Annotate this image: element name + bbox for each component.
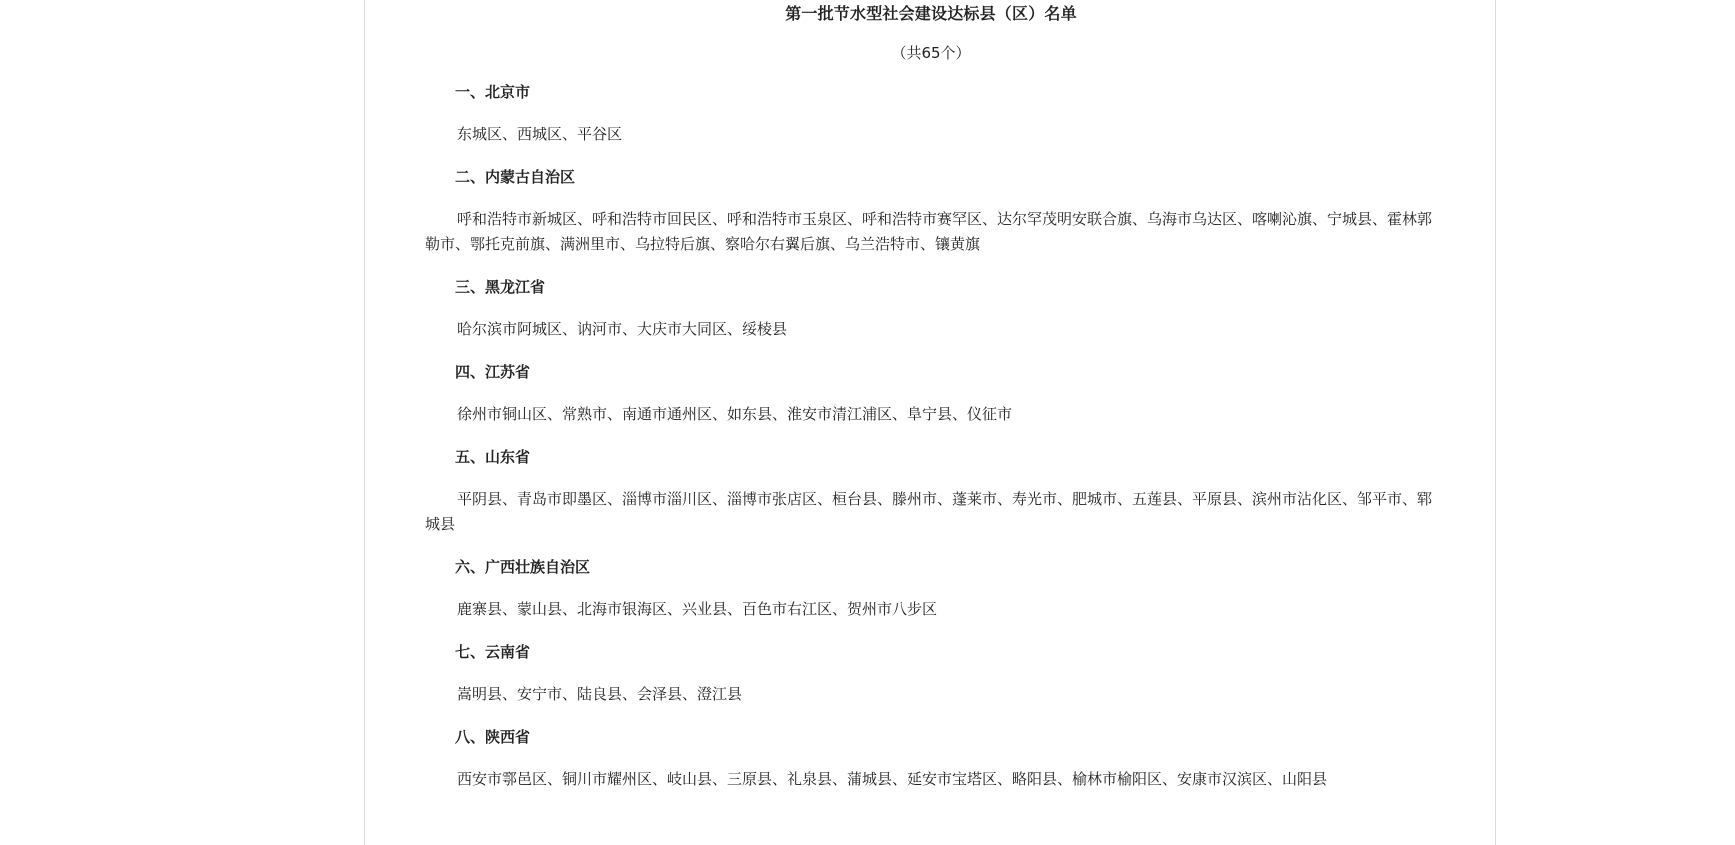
section-items: 呼和浩特市新城区、呼和浩特市回民区、呼和浩特市玉泉区、呼和浩特市赛罕区、达尔罕茂明安联合旗、乌海市乌达区、喀喇沁旗、宁城县、霍林郭勒市、鄂托克前旗、满洲里市、乌拉特后旗、察哈尔右翼后旗、乌兰浩特市、镶黄旗: [425, 210, 1433, 253]
section-heading: 六、广西壮族自治区: [455, 558, 591, 576]
section-shandong: [425, 446, 1437, 537]
section-heading: 五、山东省: [455, 448, 531, 466]
section-items: 徐州市铜山区、常熟市、南通市通州区、如东县、淮安市清江浦区、阜宁县、仪征市: [457, 405, 1013, 423]
section-heading: 七、云南省: [455, 643, 531, 661]
section-items: 鹿寨县、蒙山县、北海市银海区、兴业县、百色市右江区、贺州市八步区: [457, 600, 938, 618]
section-items: 东城区、西城区、平谷区: [457, 125, 623, 143]
section-heilongjiang: [425, 276, 1437, 342]
section-heading: 八、陕西省: [455, 728, 531, 746]
document-content: [425, 0, 1437, 792]
section-items: 嵩明县、安宁市、陆良县、会泽县、澄江县: [457, 685, 743, 703]
section-heading: 一、北京市: [455, 83, 531, 101]
section-items: 哈尔滨市阿城区、讷河市、大庆市大同区、绥棱县: [457, 320, 788, 338]
section-beijing: [425, 81, 1437, 147]
section-yunnan: [425, 641, 1437, 707]
section-heading: 三、黑龙江省: [455, 278, 546, 296]
section-heading: 四、江苏省: [455, 363, 531, 381]
section-shaanxi: [425, 726, 1437, 792]
document-title: 第一批节水型社会建设达标县（区）名单: [785, 4, 1077, 23]
section-guangxi: [425, 556, 1437, 622]
section-items: 平阴县、青岛市即墨区、淄博市淄川区、淄博市张店区、桓台县、滕州市、蓬莱市、寿光市、肥城市、五莲县、平原县、滨州市沾化区、邹平市、郓城县: [425, 490, 1433, 533]
section-items: 西安市鄠邑区、铜川市耀州区、岐山县、三原县、礼泉县、蒲城县、延安市宝塔区、略阳县、榆林市榆阳区、安康市汉滨区、山阳县: [457, 770, 1328, 788]
section-heading: 二、内蒙古自治区: [455, 168, 576, 186]
section-inner-mongolia: [425, 166, 1437, 257]
section-jiangsu: [425, 361, 1437, 427]
document-subtitle: （共65个）: [891, 44, 971, 62]
document-page: [364, 0, 1496, 845]
